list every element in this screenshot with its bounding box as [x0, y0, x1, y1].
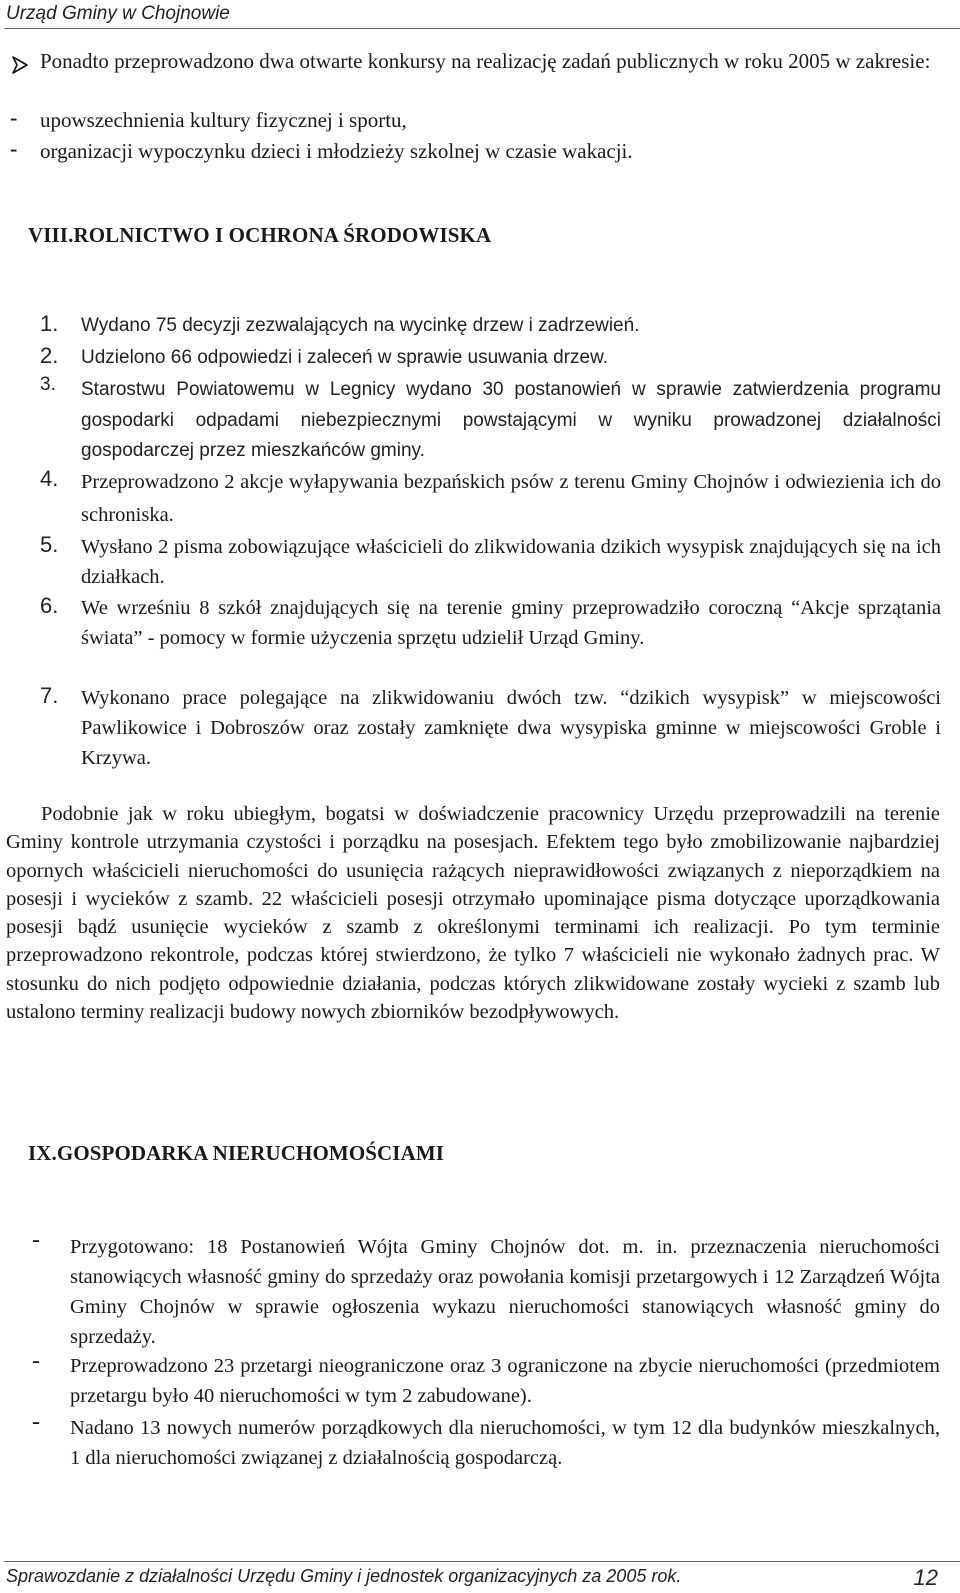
body-paragraph: Podobnie jak w roku ubiegłym, bogatsi w doświadczenie pracownicy Urzędu przeprowadzili na terenie Gminy kontrole utrzymania czystości i porządku na posesjach. Efektem tego było zmobilizowanie najbardziej opornych właścicieli nieruchomości do usunięcia rażących nieprawidłowości związanych z nieporządkiem na posesji i wycieków z szamb. 22 właścicieli posesji otrzymało upominające pisma dotyczące uporządkowania posesji bądź usunięcie wycieków z szamb z określonymi terminami ich realizacji. Po tym terminie przeprowadzono rekontrole, podczas której stwierdzono, że tylko 7 właścicieli nie wykonało żadnych prac. W stosunku do nich podjęto odpowiednie działania, podczas których zlikwidowane zostały wycieki z szamb lub ustalono terminy realizacji budowy nowych zbiorników bezodpływowych.	[6, 803, 940, 1024]
list-item: We wrześniu 8 szkół znajdujących się na terenie gminy przeprowadziło coroczną “Akcje sprzątania świata” - pomocy w formie użyczenia sprzętu udzielił Urząd Gminy.	[81, 597, 941, 649]
section-heading	[28, 223, 491, 248]
list-item: Wydano 75 decyzji zezwalających na wycinkę drzew i zadrzewień.	[81, 315, 640, 336]
page-header: Urząd Gminy w Chojnowie	[6, 3, 230, 24]
page-number: 12	[913, 1565, 938, 1590]
section-number: VIII.	[28, 223, 74, 247]
list-item: Przeprowadzono 23 przetargi nieograniczone oraz 3 ograniczone na zbycie nieruchomości (przedmiotem przetargu było 40 nieruchomości w tym 2 zabudowane).	[70, 1355, 940, 1407]
list-item: Udzielono 66 odpowiedzi i zaleceń w sprawie usuwania drzew.	[81, 347, 609, 368]
arrow-right-icon	[10, 55, 30, 75]
item-number: 2.	[40, 343, 59, 368]
item-number: 5.	[40, 532, 59, 557]
intro-dash-item: upowszechnienia kultury fizycznej i sportu,	[40, 108, 407, 132]
dash-marker: -	[32, 1348, 40, 1374]
intro-dash-item: organizacji wypoczynku dzieci i młodzieży szkolnej w czasie wakacji.	[40, 139, 633, 163]
list-item: Przeprowadzono 2 akcje wyłapywania bezpańskich psów z terenu Gminy Chojnów i odwiezienia ich do schroniska.	[81, 471, 941, 526]
page-footer: Sprawozdanie z działalności Urzędu Gminy i jednostek organizacyjnych za 2005 rok.	[6, 1566, 682, 1586]
dash-marker: -	[10, 105, 18, 130]
item-number: 6.	[40, 593, 59, 618]
section-number: IX.	[28, 1141, 57, 1165]
list-item: Nadano 13 nowych numerów porządkowych dla nieruchomości, w tym 12 dla budynków mieszkalnych, 1 dla nieruchomości związanej z działalnością gospodarczą.	[70, 1417, 940, 1469]
dash-marker: -	[32, 1227, 40, 1253]
footer-rule	[4, 1561, 960, 1562]
dash-marker: -	[10, 136, 18, 161]
dash-marker: -	[32, 1409, 40, 1435]
list-item: Wysłano 2 pisma zobowiązujące właścicieli do zlikwidowania dzikich wysypisk znajdujących się na ich działkach.	[81, 536, 941, 588]
list-item: Przygotowano: 18 Postanowień Wójta Gminy Chojnów dot. m. in. przeznaczenia nieruchomości stanowiących własność gminy do sprzedaży oraz powołania komisji przetargowych i 12 Zarządzeń Wójta Gminy Chojnów w sprawie ogłoszenia wykazu nieruchomości stanowiących własność gminy do sprzedaży.	[70, 1236, 940, 1348]
item-number: 4.	[40, 466, 59, 491]
section-title: GOSPODARKA NIERUCHOMOŚCIAMI	[56, 1141, 445, 1165]
list-item: Starostwu Powiatowemu w Legnicy wydano 30 postanowień w sprawie zatwierdzenia programu gospodarki odpadami niebezpiecznymi powstającymi w wyniku prowadzonej działalności gospodarczej przez mieszkańców gminy.	[81, 379, 941, 461]
intro-text: Ponadto przeprowadzono dwa otwarte konkursy na realizację zadań publicznych w roku 2005 w zakresie:	[40, 49, 931, 73]
item-number: 3.	[40, 374, 56, 395]
item-number: 7.	[40, 683, 59, 708]
item-number: 1.	[40, 311, 59, 336]
header-rule	[4, 28, 960, 29]
list-item: Wykonano prace polegające na zlikwidowaniu dwóch tzw. “dzikich wysypisk” w miejscowości Pawlikowice i Dobroszów oraz zostały zamknięte dwa wysypiska gminne w miejscowości Groble i Krzywa.	[81, 687, 941, 769]
section-heading	[28, 1141, 444, 1166]
section-title: ROLNICTWO I OCHRONA ŚRODOWISKA	[73, 223, 492, 247]
